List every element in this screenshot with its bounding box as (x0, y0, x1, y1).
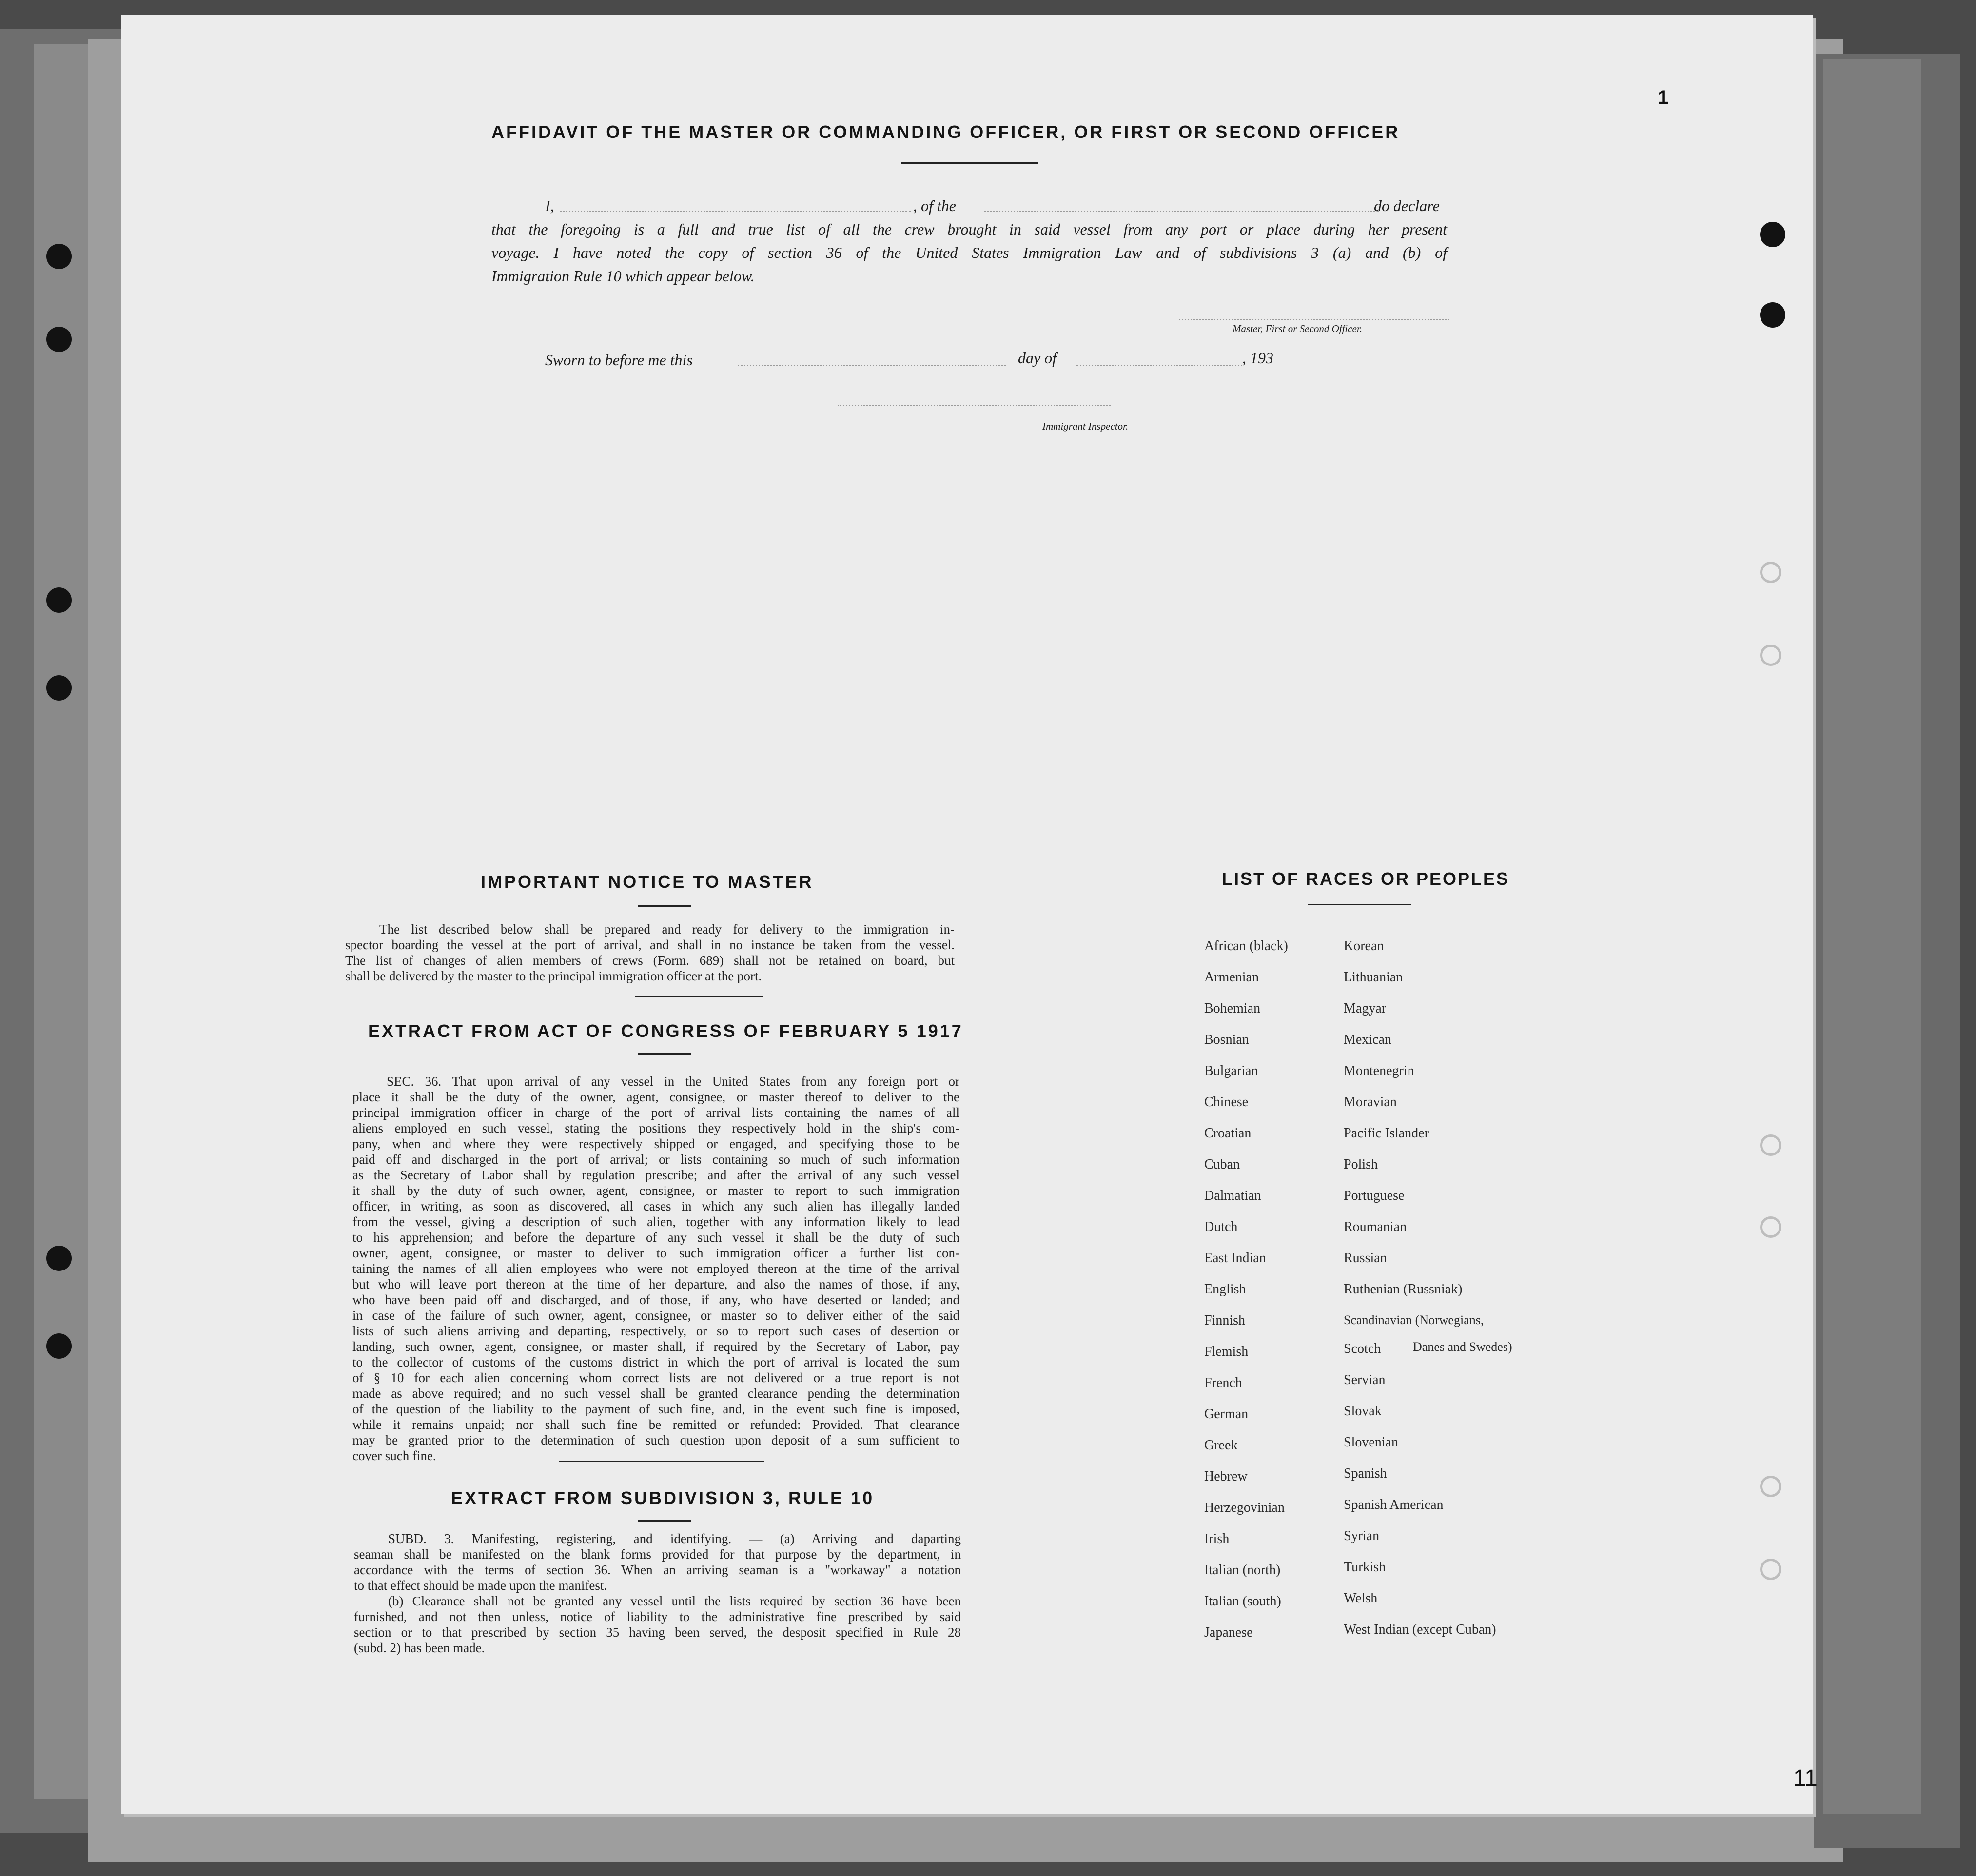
rule-line: section or to that prescribed by section 35 having been served, the desposit specified in Rule 28 (354, 1625, 961, 1640)
notice-paragraph (345, 921, 955, 984)
name-blank-line[interactable] (560, 211, 911, 212)
page-mark-bottom: 11 (1793, 1765, 1818, 1791)
punch-hole-outline (1760, 562, 1781, 583)
race-item: French (1204, 1375, 1242, 1390)
race-item: Chinese (1204, 1094, 1249, 1110)
act-line: made as above required; and no such vessel shall be granted clearance pending the determination (352, 1386, 959, 1401)
binder-hole (46, 587, 72, 613)
race-item: Roumanian (1344, 1219, 1407, 1234)
race-item: Servian (1344, 1372, 1386, 1387)
binder-hole (46, 675, 72, 701)
punch-hole (1760, 302, 1785, 328)
binder-hole (46, 327, 72, 352)
act-line: as the Secretary of Labor shall by regulation prescribe; and after the arrival of any such vessel (352, 1168, 959, 1182)
act-line: to his apprehension; and before the departure of any such vessel it shall be the duty of such (352, 1230, 959, 1245)
act-line: aliens employed en such vessel, stating the positions they respectively hold in the ship's com- (352, 1121, 959, 1135)
race-item: Ruthenian (Russniak) (1344, 1282, 1463, 1297)
punch-hole-outline (1760, 1134, 1781, 1156)
race-item: Spanish American (1344, 1497, 1444, 1512)
race-item: Greek (1204, 1438, 1238, 1453)
act-line: owner, agent, consignee, or master to deliver to such immigration officer a further list con- (352, 1246, 959, 1260)
race-item: Cuban (1204, 1157, 1240, 1172)
sworn-text: Sworn to before me this (545, 351, 693, 369)
act-line: officer, in writing, as soon as discovered, all cases in which any such alien has illegally landed (352, 1199, 959, 1213)
rule-line: accordance with the terms of section 36. When an arriving seaman is a "workaway" a notation (354, 1563, 961, 1577)
race-item: Turkish (1344, 1560, 1386, 1575)
rule-line: to that effect should be made upon the manifest. (354, 1578, 607, 1593)
rule-line: seaman shall be manifested on the blank forms provided for that purpose by the department, in (354, 1547, 961, 1562)
rule-line: furnished, and not then unless, notice of liability to the administrative fine prescribed by said (354, 1609, 961, 1624)
race-item: Korean (1344, 938, 1384, 954)
notice-line: shall be delivered by the master to the principal immigration officer at the port. (345, 969, 762, 983)
act-line: but who will leave port thereon at the time of her departure, and also the names of those, if any, (352, 1277, 959, 1291)
race-item: Russian (1344, 1251, 1387, 1266)
race-item: East Indian (1204, 1251, 1266, 1266)
race-item: Magyar (1344, 1001, 1387, 1016)
binder-hole (46, 1333, 72, 1359)
vessel-blank-line[interactable] (984, 211, 1379, 212)
race-item: Bohemian (1204, 1001, 1261, 1016)
title-rule (901, 162, 1038, 164)
punch-hole-outline (1760, 645, 1781, 666)
act-line: of § 10 for each alien concerning whom correct lists are not delivered or a true report is not (352, 1370, 959, 1385)
act-line: to the collector of customs of the customs district in which the port of arrival is located the sum (352, 1355, 959, 1369)
race-item: Syrian (1344, 1528, 1380, 1544)
section-divider (635, 996, 763, 997)
rule-paragraph (354, 1531, 961, 1656)
race-item: Croatian (1204, 1126, 1252, 1141)
punch-hole-outline (1760, 1559, 1781, 1580)
punch-hole-outline (1760, 1476, 1781, 1497)
notice-title: IMPORTANT NOTICE TO MASTER (481, 872, 814, 892)
race-continuation: Danes and Swedes) (1413, 1340, 1512, 1354)
act-paragraph (352, 1074, 959, 1464)
race-item: Bulgarian (1204, 1063, 1258, 1078)
act-line: taining the names of all alien employees who were not employed thereon at the time of the arrival (352, 1261, 959, 1276)
act-line: place it shall be the duty of the owner, agent, consignee, or master thereof to deliver to the (352, 1090, 959, 1104)
act-line: principal immigration officer in charge of the port of arrival lists containing the names of all (352, 1105, 959, 1120)
race-item: Scandinavian (Norwegians, (1344, 1313, 1484, 1327)
affidavit-word-i: I, (545, 197, 554, 215)
notice-rule (638, 905, 691, 907)
affidavit-of-the: , of the (913, 197, 956, 215)
race-item: Herzegovinian (1204, 1500, 1285, 1515)
race-item: German (1204, 1407, 1249, 1422)
rule-line: (b) Clearance shall not be granted any vessel until the lists required by section 36 have been (388, 1594, 961, 1608)
act-line: from the vessel, giving a description of such alien, together with any information likely to lead (352, 1214, 959, 1229)
day-of-text: day of (1018, 349, 1057, 367)
affidavit-page (121, 15, 1818, 1814)
notice-line: spector boarding the vessel at the port of arrival, and shall in no instance be taken from the vessel. (345, 938, 955, 952)
race-item: Scotch (1344, 1341, 1381, 1356)
race-item: Spanish (1344, 1466, 1387, 1481)
notice-line: The list of changes of alien members of crews (Form. 689) shall not be retained on board, but (345, 953, 955, 968)
officer-signature-caption: Master, First or Second Officer. (1233, 323, 1362, 334)
races-rule (1308, 904, 1411, 905)
race-item: Italian (south) (1204, 1594, 1281, 1609)
race-item: Dalmatian (1204, 1188, 1261, 1203)
act-line: may be granted prior to the determination of such question upon deposit of a sum sufficient to (352, 1433, 959, 1447)
race-item: Armenian (1204, 970, 1259, 985)
affidavit-title: AFFIDAVIT OF THE MASTER OR COMMANDING OFFICER, OR FIRST OR SECOND OFFICER (491, 122, 1400, 142)
affidavit-do-declare: do declare (1374, 197, 1440, 215)
race-item: Welsh (1344, 1591, 1378, 1606)
sworn-month-blank[interactable] (1076, 365, 1242, 366)
page-mark-top: 1 (1658, 87, 1669, 108)
rule-extract-title: EXTRACT FROM SUBDIVISION 3, RULE 10 (451, 1488, 875, 1508)
race-item: Portuguese (1344, 1188, 1405, 1203)
races-title: LIST OF RACES OR PEOPLES (1222, 869, 1510, 889)
punch-hole-outline (1760, 1216, 1781, 1238)
race-item: Polish (1344, 1157, 1378, 1172)
race-item: Hebrew (1204, 1469, 1248, 1484)
race-item: English (1204, 1282, 1246, 1297)
act-line: while it remains unpaid; nor shall such fine be remitted or refunded: Provided. That clearance (352, 1417, 959, 1432)
race-item: West Indian (except Cuban) (1344, 1622, 1496, 1637)
sworn-day-blank[interactable] (738, 365, 1006, 366)
act-line: who have been paid off and discharged, and of those, if any, who have deserted or landed; and (352, 1292, 959, 1307)
act-line: pany, when and where they were respectively shipped or engaged, and specifying those to be (352, 1136, 959, 1151)
act-extract-title: EXTRACT FROM ACT OF CONGRESS OF FEBRUARY 5 1917 (368, 1021, 963, 1041)
act-line: SEC. 36. That upon arrival of any vessel in the United States from any foreign port or (387, 1074, 959, 1089)
act-line: cover such fine. (352, 1448, 436, 1463)
rule-line: (subd. 2) has been made. (354, 1641, 485, 1655)
rule-rule (638, 1520, 691, 1522)
act-line: lists of such aliens arriving and departing, respectively, or so to report such cases of desertion or (352, 1324, 959, 1338)
right-page-edge-inner (1823, 59, 1921, 1814)
race-item: Slovenian (1344, 1435, 1398, 1450)
race-item: Moravian (1344, 1094, 1397, 1110)
race-item: Montenegrin (1344, 1063, 1414, 1078)
race-item: African (black) (1204, 938, 1288, 954)
race-item: Italian (north) (1204, 1563, 1281, 1578)
affidavit-body-line-1: that the foregoing is a full and true list of all the crew brought in said vessel from any port or place during her present (491, 220, 1447, 238)
race-item: Finnish (1204, 1313, 1246, 1328)
race-item: Japanese (1204, 1625, 1253, 1640)
act-line: in case of the failure of such owner, agent, consignee, or master so to deliver either of the said (352, 1308, 959, 1323)
race-item: Flemish (1204, 1344, 1249, 1359)
act-line: it shall by the duty of such owner, agent, consignee, or master to report to such immigration (352, 1183, 959, 1198)
officer-signature-line[interactable] (1179, 319, 1449, 320)
binder-hole (46, 1246, 72, 1271)
inspector-signature-line[interactable] (838, 405, 1111, 406)
rule-line: SUBD. 3. Manifesting, registering, and identifying. — (a) Arriving and daparting (388, 1531, 961, 1546)
race-item: Bosnian (1204, 1032, 1249, 1047)
act-line: of the question of the liability to the payment of such fine, and, in the event such fine is imposed, (352, 1402, 959, 1416)
affidavit-body-line-3: Immigration Rule 10 which appear below. (491, 267, 755, 285)
race-item: Mexican (1344, 1032, 1391, 1047)
punch-hole (1760, 222, 1785, 247)
section-divider (559, 1461, 764, 1462)
race-item: Lithuanian (1344, 970, 1403, 985)
act-line: landing, such owner, agent, consignee, or master shall, if required by the Secretary of Labor, pay (352, 1339, 959, 1354)
race-item: Pacific Islander (1344, 1126, 1429, 1141)
affidavit-body-line-2: voyage. I have noted the copy of section 36 of the United States Immigration Law and of subdivisions 3 (a) and (b) of (491, 244, 1447, 261)
inspector-caption: Immigrant Inspector. (1042, 420, 1129, 432)
act-rule (638, 1053, 691, 1055)
act-line: paid off and discharged in the port of arrival; or lists containing so much of such information (352, 1152, 959, 1167)
race-item: Slovak (1344, 1404, 1382, 1419)
binder-hole (46, 244, 72, 269)
race-item: Irish (1204, 1531, 1230, 1546)
year-text: , 193 (1242, 349, 1273, 367)
race-item: Dutch (1204, 1219, 1238, 1234)
notice-line: The list described below shall be prepared and ready for delivery to the immigration in- (379, 922, 955, 937)
